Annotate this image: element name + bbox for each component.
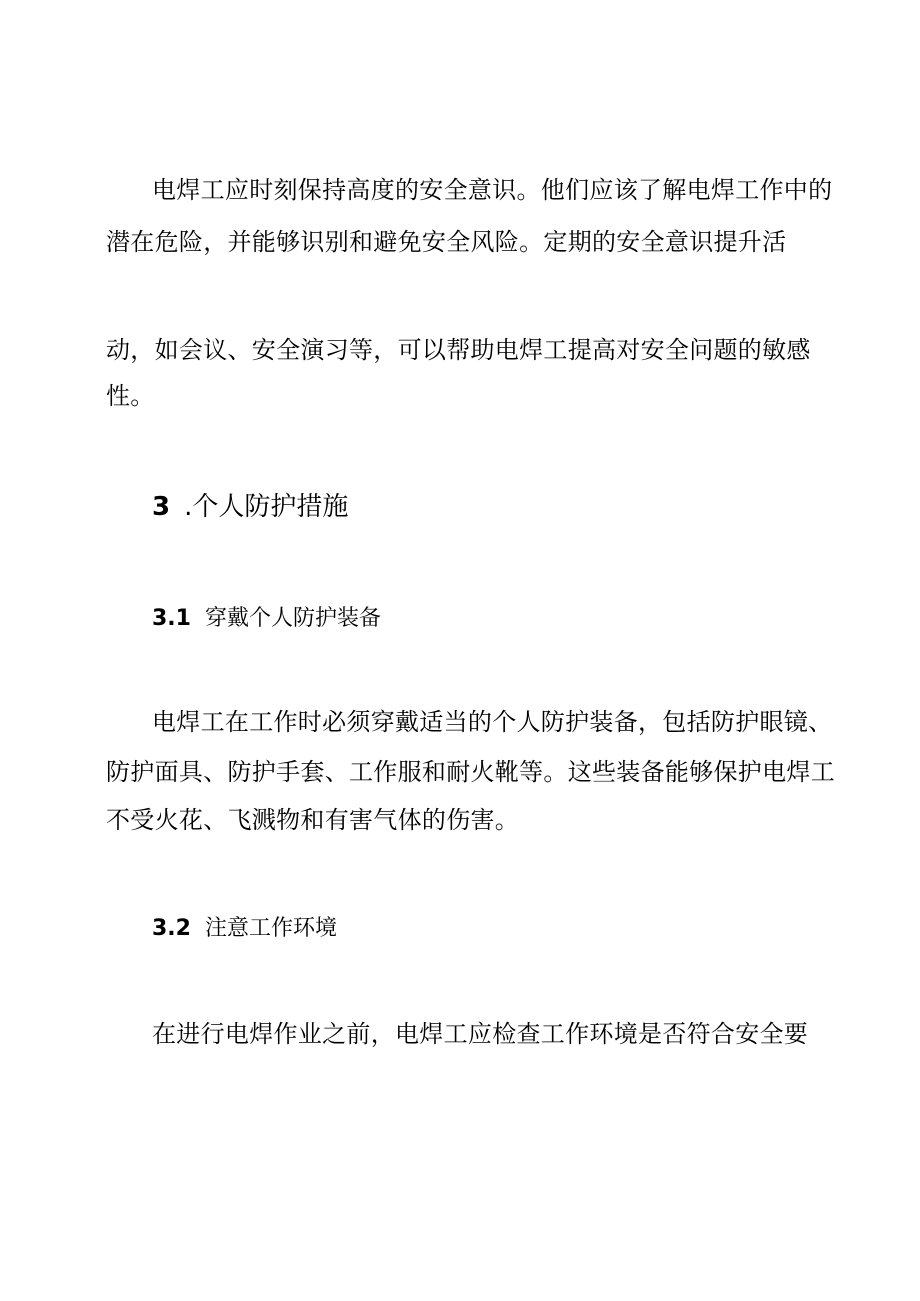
subsection-title: 穿戴个人防护装备 — [204, 606, 381, 631]
paragraph-line: 电焊工应时刻保持高度的安全意识。他们应该了解电焊工作中的 — [152, 176, 833, 204]
paragraph-line: 性。 — [106, 382, 155, 410]
section-title: .个人防护措施 — [184, 492, 349, 522]
paragraph-line: 在进行电焊作业之前，电焊工应检查工作环境是否符合安全要 — [152, 1020, 809, 1048]
paragraph-line: 潜在危险，并能够识别和避免安全风险。定期的安全意识提升活 — [106, 228, 787, 256]
subsection-heading-3-1 — [152, 604, 381, 634]
subsection-number: 3.1 — [152, 606, 191, 631]
paragraph-line: 动，如会议、安全演习等，可以帮助电焊工提高对安全问题的敏感 — [106, 336, 811, 364]
paragraph-line: 电焊工在工作时必须穿戴适当的个人防护装备，包括防护眼镜、 — [152, 708, 833, 736]
subsection-heading-3-2 — [152, 914, 337, 944]
section-number: 3 — [152, 492, 171, 522]
paragraph-line: 防护面具、防护手套、工作服和耐火靴等。这些装备能够保护电焊工 — [106, 758, 835, 786]
subsection-number: 3.2 — [152, 916, 191, 941]
section-heading-3 — [152, 490, 348, 524]
paragraph-line: 不受火花、飞溅物和有害气体的伤害。 — [106, 806, 520, 834]
subsection-title: 注意工作环境 — [204, 916, 337, 941]
